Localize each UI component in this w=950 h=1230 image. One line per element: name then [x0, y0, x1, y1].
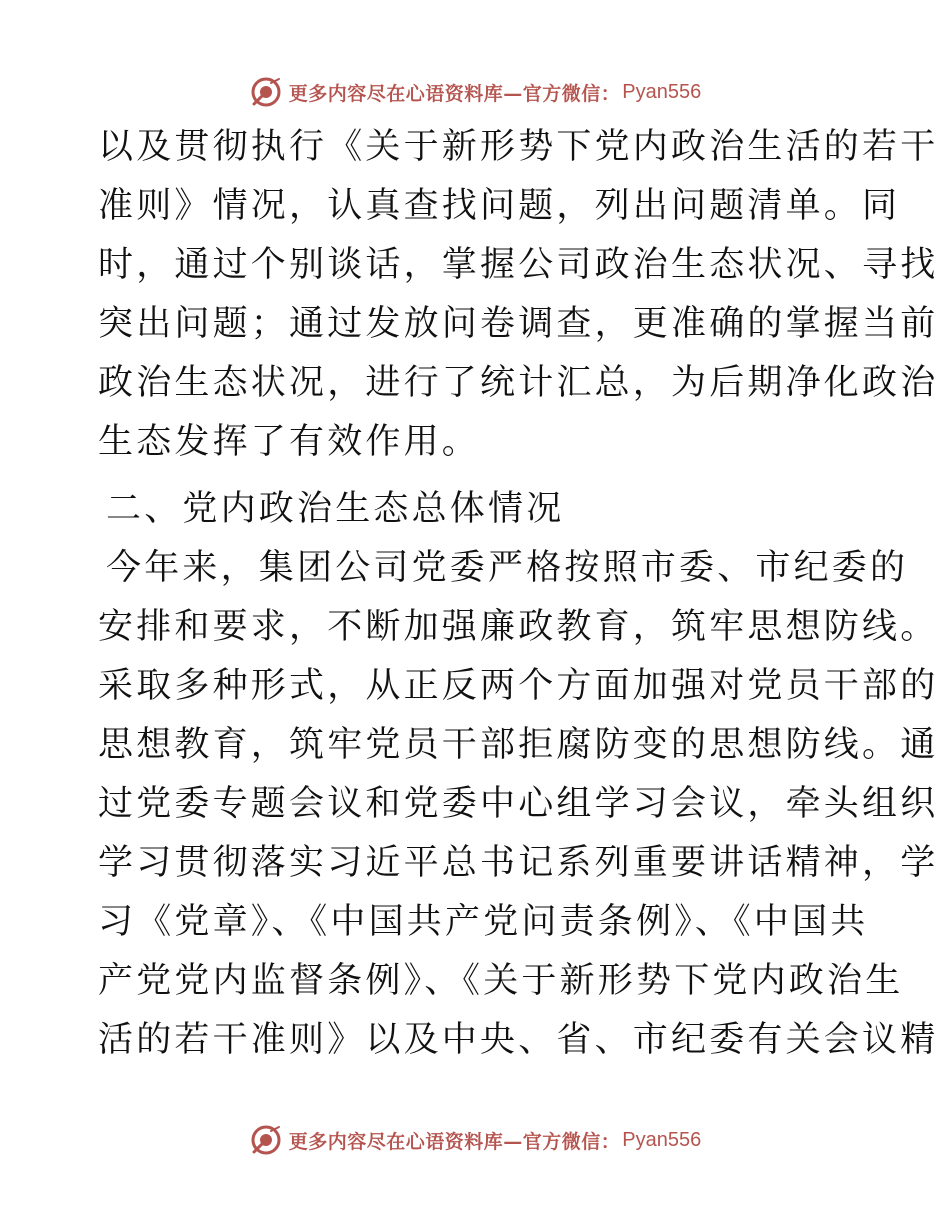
- paragraph-line: 习《党章》、《中国共产党问责条例》、《中国共: [98, 902, 869, 942]
- wechat-id: Pyan556: [622, 80, 702, 103]
- paragraph-line: 政治生态状况，进行了统计汇总，为后期净化政治: [98, 363, 939, 403]
- paragraph-line: 生态发挥了有效作用。: [98, 422, 481, 462]
- paragraph-line: 思想教育，筑牢党员干部拒腐防变的思想防线。通: [98, 725, 939, 765]
- wechat-id: Pyan556: [622, 1128, 702, 1151]
- banner-text: 更多内容尽在心语资料库—官方微信：: [288, 82, 621, 105]
- red-seal-logo-icon: [249, 75, 283, 109]
- paragraph-line: 以及贯彻执行《关于新形势下党内政治生活的若干: [98, 127, 939, 167]
- banner-text: 更多内容尽在心语资料库—官方微信：: [288, 1130, 621, 1153]
- document-body: [98, 118, 939, 1070]
- red-seal-logo-icon: [249, 1123, 283, 1157]
- paragraph-line: 今年来，集团公司党委严格按照市委、市纪委的: [106, 548, 909, 588]
- paragraph-line: 活的若干准则》以及中央、省、市纪委有关会议精: [98, 1020, 939, 1060]
- paragraph-line: 准则》情况，认真查找问题，列出问题清单。同: [98, 186, 901, 226]
- footer-watermark-banner: [0, 1120, 950, 1160]
- section-heading: 二、党内政治生态总体情况: [106, 489, 565, 529]
- paragraph-line: 学习贯彻落实习近平总书记系列重要讲话精神，学: [98, 843, 939, 883]
- header-watermark-banner: [0, 72, 950, 112]
- paragraph-line: 时，通过个别谈话，掌握公司政治生态状况、寻找: [98, 245, 939, 285]
- paragraph-line: 采取多种形式，从正反两个方面加强对党员干部的: [98, 666, 939, 706]
- paragraph-line: 产党党内监督条例》、《关于新形势下党内政治生: [98, 961, 904, 1001]
- paragraph-line: 突出问题；通过发放问卷调查，更准确的掌握当前: [98, 304, 939, 344]
- paragraph-line: 安排和要求，不断加强廉政教育，筑牢思想防线。: [98, 607, 939, 647]
- paragraph-line: 过党委专题会议和党委中心组学习会议，牵头组织: [98, 784, 939, 824]
